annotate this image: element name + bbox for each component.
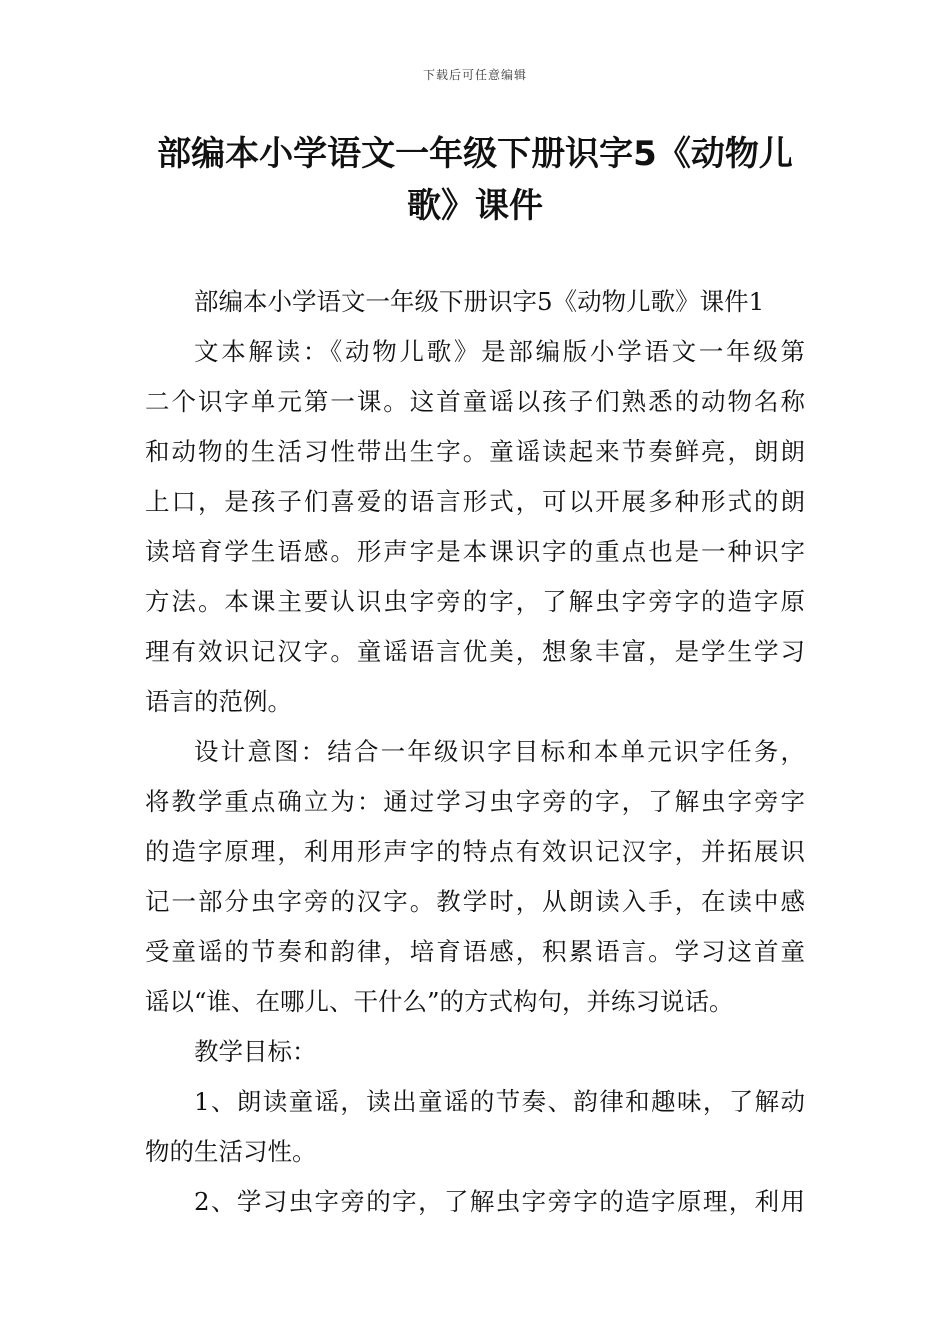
body-line: 语言的范例。: [145, 687, 292, 716]
body-line: 文本解读：《动物儿歌》是部编版小学语文一年级第: [194, 337, 805, 366]
body-line: 教学目标：: [194, 1037, 317, 1066]
title-line-2: 歌》课件: [407, 186, 543, 226]
body-line: 1、朗读童谣，读出童谣的节奏、韵律和趣味，了解动: [194, 1087, 805, 1116]
body-line: 上口，是孩子们喜爱的语言形式，可以开展多种形式的朗: [145, 487, 805, 516]
body-line: 理有效识记汉字。童谣语言优美，想象丰富，是学生学习: [145, 637, 805, 666]
body-line: 读培育学生语感。形声字是本课识字的重点也是一种识字: [145, 537, 805, 566]
body-line: 谣以“谁、在哪儿、干什么”的方式构句，并练习说话。: [145, 987, 734, 1016]
body-line: 受童谣的节奏和韵律，培育语感，积累语言。学习这首童: [145, 937, 805, 966]
body-line: 记一部分虫字旁的汉字。教学时，从朗读入手，在读中感: [145, 887, 805, 916]
document-body: [145, 277, 805, 1227]
body-line: 将教学重点确立为：通过学习虫字旁的字，了解虫字旁字: [145, 787, 805, 816]
title-line-1: 部编本小学语文一年级下册识字5《动物儿: [157, 134, 793, 174]
document-title: [145, 128, 805, 232]
body-line: 方法。本课主要认识虫字旁的字，了解虫字旁字的造字原: [145, 587, 805, 616]
body-line: 设计意图：结合一年级识字目标和本单元识字任务，: [194, 737, 805, 766]
body-line: 部编本小学语文一年级下册识字5《动物儿歌》课件1: [194, 287, 765, 316]
body-line: 物的生活习性。: [145, 1137, 317, 1166]
body-line: 二个识字单元第一课。这首童谣以孩子们熟悉的动物名称: [145, 387, 805, 416]
body-line: 2、学习虫字旁的字，了解虫字旁字的造字原理，利用: [194, 1187, 805, 1216]
body-line: 和动物的生活习性带出生字。童谣读起来节奏鲜亮，朗朗: [145, 437, 805, 466]
body-line: 的造字原理，利用形声字的特点有效识记汉字，并拓展识: [145, 837, 805, 866]
header-note: 下载后可任意编辑: [422, 68, 527, 82]
